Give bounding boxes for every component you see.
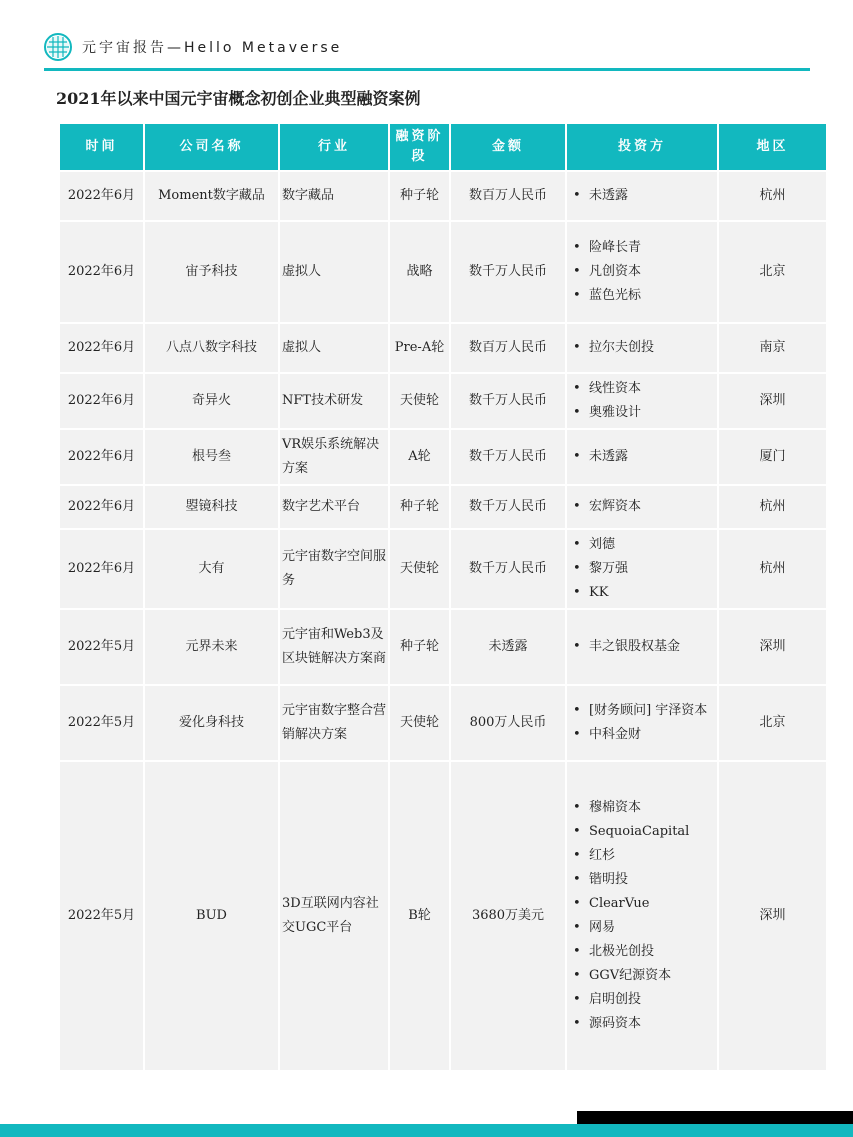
cell-investors bbox=[567, 610, 717, 684]
cell-stage: 战略 bbox=[390, 222, 449, 322]
cell-region: 南京 bbox=[719, 324, 826, 372]
cell-industry: 数字艺术平台 bbox=[280, 486, 388, 528]
investor-item: • GGV纪源资本 bbox=[569, 964, 715, 988]
table-row bbox=[60, 686, 826, 760]
cell-industry: 3D互联网内容社交UGC平台 bbox=[280, 762, 388, 1070]
column-header-stage: 融资阶段 bbox=[390, 124, 449, 170]
cell-region: 杭州 bbox=[719, 486, 826, 528]
cell-investors bbox=[567, 530, 717, 608]
table-row bbox=[60, 222, 826, 322]
cell-amount: 数千万人民币 bbox=[451, 222, 565, 322]
cell-stage: 天使轮 bbox=[390, 530, 449, 608]
cell-company: 根号叁 bbox=[145, 430, 278, 484]
cell-region: 北京 bbox=[719, 686, 826, 760]
cell-time: 2022年6月 bbox=[60, 374, 143, 428]
investor-item: • 锴明投 bbox=[569, 868, 715, 892]
report-header bbox=[44, 32, 342, 62]
investor-item: • 凡创资本 bbox=[569, 260, 715, 284]
cell-investors bbox=[567, 486, 717, 528]
cell-stage: 天使轮 bbox=[390, 686, 449, 760]
investor-item: • [财务顾问] 宇泽资本 bbox=[569, 699, 715, 723]
investor-item: • 网易 bbox=[569, 916, 715, 940]
investor-item: • ClearVue bbox=[569, 892, 715, 916]
cell-industry: 元宇宙数字整合营销解决方案 bbox=[280, 686, 388, 760]
investor-item: • 宏辉资本 bbox=[569, 495, 715, 519]
cell-time: 2022年6月 bbox=[60, 222, 143, 322]
cell-time: 2022年6月 bbox=[60, 324, 143, 372]
cell-company: 曌镜科技 bbox=[145, 486, 278, 528]
investor-list bbox=[569, 796, 715, 1036]
financing-cases-table bbox=[58, 122, 828, 1072]
cell-amount: 数千万人民币 bbox=[451, 486, 565, 528]
cell-industry: 虚拟人 bbox=[280, 222, 388, 322]
header-title: 元宇宙报告—Hello Metaverse bbox=[82, 40, 343, 56]
investor-item: • 黎万强 bbox=[569, 557, 715, 581]
investor-list bbox=[569, 533, 715, 605]
investor-item: • 刘德 bbox=[569, 533, 715, 557]
cell-investors bbox=[567, 222, 717, 322]
investor-item: • 未透露 bbox=[569, 445, 715, 469]
cell-company: 八点八数字科技 bbox=[145, 324, 278, 372]
column-header-investors: 投资方 bbox=[567, 124, 717, 170]
investor-list bbox=[569, 377, 715, 425]
table-row bbox=[60, 530, 826, 608]
cell-amount: 数千万人民币 bbox=[451, 530, 565, 608]
cell-amount: 未透露 bbox=[451, 610, 565, 684]
cell-amount: 数百万人民币 bbox=[451, 324, 565, 372]
cell-amount: 800万人民币 bbox=[451, 686, 565, 760]
investor-item: • KK bbox=[569, 581, 715, 605]
cell-investors bbox=[567, 686, 717, 760]
cell-amount: 数千万人民币 bbox=[451, 374, 565, 428]
cell-stage: 种子轮 bbox=[390, 486, 449, 528]
cell-region: 深圳 bbox=[719, 762, 826, 1070]
table-row bbox=[60, 172, 826, 220]
column-header-amount: 金额 bbox=[451, 124, 565, 170]
cell-region: 深圳 bbox=[719, 610, 826, 684]
investor-item: • 丰之银股权基金 bbox=[569, 635, 715, 659]
cell-company: 爱化身科技 bbox=[145, 686, 278, 760]
investor-item: • 蓝色光标 bbox=[569, 284, 715, 308]
investor-item: • 启明创投 bbox=[569, 988, 715, 1012]
cell-industry: 元宇宙数字空间服务 bbox=[280, 530, 388, 608]
table-header-row bbox=[60, 124, 826, 170]
cell-stage: A轮 bbox=[390, 430, 449, 484]
cell-industry: 数字藏品 bbox=[280, 172, 388, 220]
cell-stage: 种子轮 bbox=[390, 172, 449, 220]
cell-time: 2022年6月 bbox=[60, 172, 143, 220]
cell-stage: 种子轮 bbox=[390, 610, 449, 684]
cell-region: 杭州 bbox=[719, 172, 826, 220]
investor-item: • 红杉 bbox=[569, 844, 715, 868]
footer-teal-bar bbox=[0, 1124, 853, 1137]
investor-item: • 中科金财 bbox=[569, 723, 715, 747]
cell-investors bbox=[567, 374, 717, 428]
investor-item: • 险峰长青 bbox=[569, 236, 715, 260]
table-row bbox=[60, 486, 826, 528]
cell-company: 元界未来 bbox=[145, 610, 278, 684]
cell-region: 杭州 bbox=[719, 530, 826, 608]
globe-icon bbox=[44, 33, 72, 61]
investor-item: • SequoiaCapital bbox=[569, 820, 715, 844]
investor-list bbox=[569, 445, 715, 469]
investor-item: • 北极光创投 bbox=[569, 940, 715, 964]
cell-investors bbox=[567, 430, 717, 484]
column-header-company: 公司名称 bbox=[145, 124, 278, 170]
investor-list bbox=[569, 635, 715, 659]
cell-region: 厦门 bbox=[719, 430, 826, 484]
cell-time: 2022年5月 bbox=[60, 610, 143, 684]
table-row bbox=[60, 374, 826, 428]
cell-time: 2022年6月 bbox=[60, 430, 143, 484]
investor-item: • 拉尔夫创投 bbox=[569, 336, 715, 360]
cell-time: 2022年5月 bbox=[60, 762, 143, 1070]
cell-region: 北京 bbox=[719, 222, 826, 322]
investor-item: • 未透露 bbox=[569, 184, 715, 208]
cell-investors bbox=[567, 172, 717, 220]
cell-industry: VR娱乐系统解决方案 bbox=[280, 430, 388, 484]
investor-item: • 线性资本 bbox=[569, 377, 715, 401]
cell-company: BUD bbox=[145, 762, 278, 1070]
cell-company: 宙予科技 bbox=[145, 222, 278, 322]
cell-stage: Pre-A轮 bbox=[390, 324, 449, 372]
cell-company: 大有 bbox=[145, 530, 278, 608]
investor-item: • 穆棉资本 bbox=[569, 796, 715, 820]
column-header-industry: 行业 bbox=[280, 124, 388, 170]
investor-list bbox=[569, 236, 715, 308]
cell-amount: 数百万人民币 bbox=[451, 172, 565, 220]
column-header-time: 时间 bbox=[60, 124, 143, 170]
investor-list bbox=[569, 495, 715, 519]
investor-list bbox=[569, 336, 715, 360]
footer-black-bar bbox=[577, 1111, 853, 1124]
page-title: 2021年以来中国元宇宙概念初创企业典型融资案例 bbox=[56, 89, 421, 108]
investor-list bbox=[569, 699, 715, 747]
table-row bbox=[60, 762, 826, 1070]
cell-investors bbox=[567, 324, 717, 372]
cell-amount: 3680万美元 bbox=[451, 762, 565, 1070]
cell-company: Moment数字藏品 bbox=[145, 172, 278, 220]
cell-region: 深圳 bbox=[719, 374, 826, 428]
cell-stage: B轮 bbox=[390, 762, 449, 1070]
cell-time: 2022年6月 bbox=[60, 486, 143, 528]
header-divider bbox=[44, 68, 810, 71]
cell-company: 奇异火 bbox=[145, 374, 278, 428]
investor-item: • 奥雅设计 bbox=[569, 401, 715, 425]
table-row bbox=[60, 324, 826, 372]
cell-stage: 天使轮 bbox=[390, 374, 449, 428]
cell-time: 2022年6月 bbox=[60, 530, 143, 608]
table-row bbox=[60, 430, 826, 484]
column-header-region: 地区 bbox=[719, 124, 826, 170]
table-row bbox=[60, 610, 826, 684]
cell-industry: 元宇宙和Web3及区块链解决方案商 bbox=[280, 610, 388, 684]
cell-industry: 虚拟人 bbox=[280, 324, 388, 372]
investor-item: • 源码资本 bbox=[569, 1012, 715, 1036]
investor-list bbox=[569, 184, 715, 208]
cell-industry: NFT技术研发 bbox=[280, 374, 388, 428]
cell-time: 2022年5月 bbox=[60, 686, 143, 760]
cell-amount: 数千万人民币 bbox=[451, 430, 565, 484]
cell-investors bbox=[567, 762, 717, 1070]
